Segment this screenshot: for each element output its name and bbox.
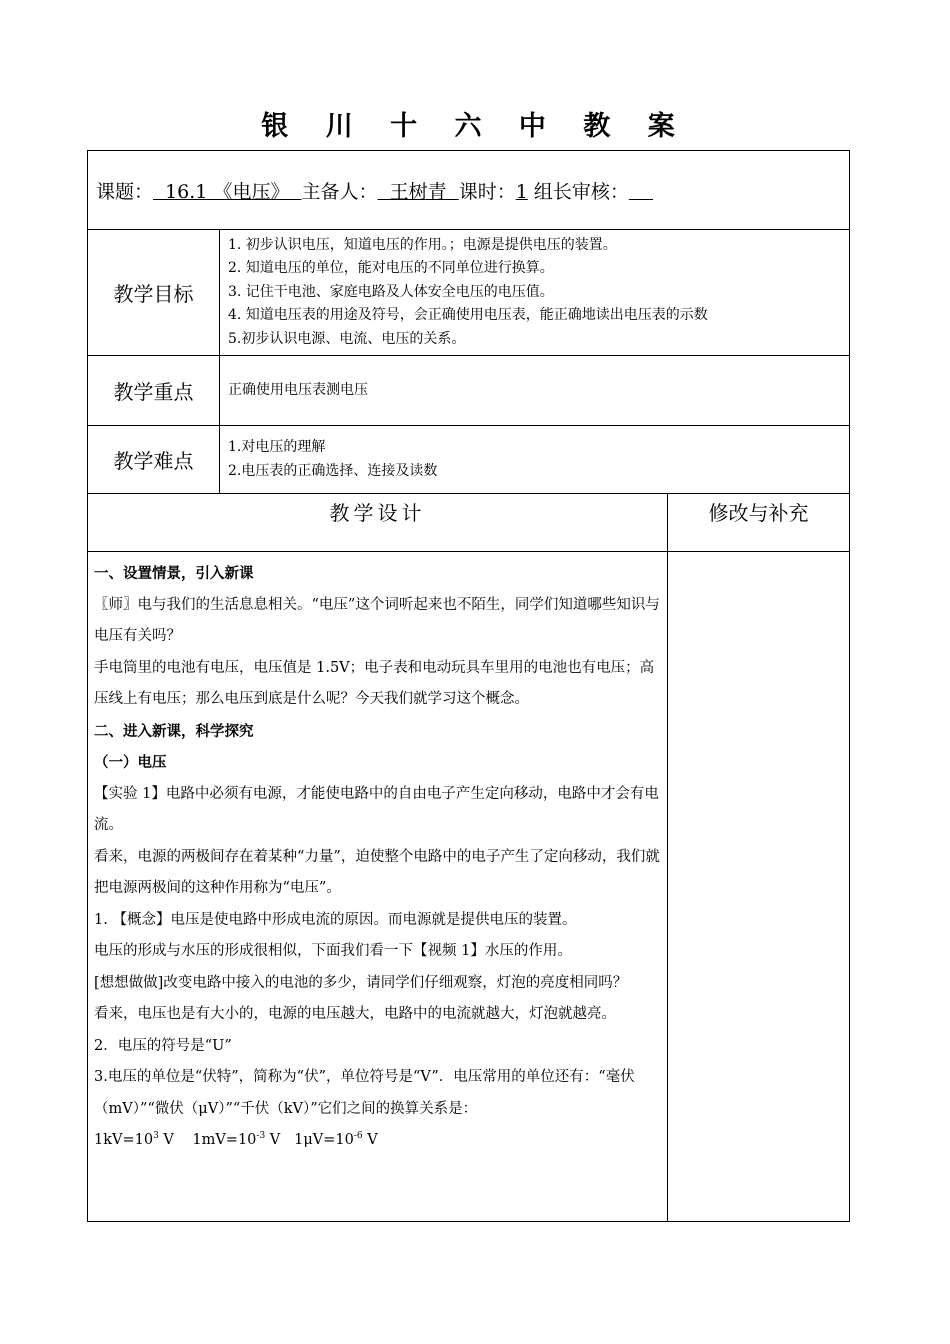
difficulties-content: [220, 426, 850, 494]
design-body: [88, 552, 668, 1222]
kv-exponent: 3: [153, 1131, 159, 1142]
section-heading: 一、设置情景，引入新课: [94, 565, 254, 582]
preparer-value: 王树青: [377, 180, 459, 203]
topic-label: 课题：: [96, 180, 154, 203]
goals-content: [220, 230, 850, 356]
mv-exponent: -3: [256, 1131, 266, 1142]
review-value: [629, 181, 653, 203]
uv-conversion: 1μV=10: [294, 1132, 354, 1148]
mv-unit: V: [265, 1132, 281, 1148]
paragraph: 看来，电源的两极间存在着某种“力量”，迫使整个电路中的电子产生了定向移动，我们就把电源两极间的这种作用称为“电压”。: [94, 848, 660, 896]
goal-item: 4. 知道电压表的用途及符号，会正确使用电压表，能正确地读出电压表的示数: [228, 307, 708, 324]
uv-unit: V: [362, 1132, 378, 1148]
unit-conversions: [94, 1125, 661, 1157]
kv-conversion: 1kV=10: [94, 1132, 154, 1148]
lesson-plan-table: [87, 150, 850, 1222]
subsection-heading: （一）电压: [94, 754, 167, 771]
paragraph: 1. 【概念】电压是使电路中形成电流的原因。而电源就是提供电压的装置。: [94, 911, 577, 928]
difficulty-item: 1.对电压的理解: [228, 439, 326, 455]
supplement-header: 修改与补充: [668, 494, 850, 552]
review-label: 组长审核：: [527, 180, 629, 203]
key-points-label: 教学重点: [88, 356, 220, 426]
preparer-label: 主备人：: [301, 180, 378, 203]
key-points-content: 正确使用电压表测电压: [220, 356, 850, 426]
goal-item: 1. 初步认识电压，知道电压的作用。；电源是提供电压的装置。: [228, 236, 617, 253]
kv-unit: V: [158, 1132, 174, 1148]
header-row: [88, 151, 850, 230]
paragraph: [想想做做]改变电路中接入的电池的多少，请同学们仔细观察，灯泡的亮度相同吗？: [94, 974, 628, 991]
paragraph: 电压的形成与水压的形成很相似，下面我们看一下【视频 1】水压的作用。: [94, 943, 572, 959]
paragraph: 【实验 1】电路中必须有电源，才能使电路中的自由电子产生定向移动，电路中才会有电流。: [94, 785, 659, 833]
paragraph: 〖师〗电与我们的生活息息相关。“电压”这个词听起来也不陌生，同学们知道哪些知识与电压有关吗？: [94, 596, 660, 644]
period-label: 课时：: [458, 180, 516, 203]
goal-item: 5.初步认识电源、电流、电压的关系。: [228, 330, 466, 347]
section-heading: 二、进入新课，科学探究: [94, 722, 254, 740]
period-value: 1: [515, 180, 528, 203]
goal-item: 3. 记住干电池、家庭电路及人体安全电压的电压值。: [228, 283, 554, 300]
difficulty-item: 2.电压表的正确选择、连接及读数: [228, 462, 438, 479]
difficulties-label: 教学难点: [88, 426, 220, 494]
paragraph: 3.电压的单位是“伏特”，简称为“伏”，单位符号是“V”．电压常用的单位还有：“毫伏（mV）”“微伏（μV）”“千伏（kV）”它们之间的换算关系是：: [94, 1069, 635, 1117]
document-title: 银 川 十 六 中 教 案: [261, 111, 689, 142]
goals-label: 教学目标: [88, 230, 220, 356]
uv-exponent: -6: [353, 1131, 363, 1142]
mv-conversion: 1mV=10: [192, 1132, 257, 1148]
supplement-column: [668, 552, 850, 1222]
paragraph: 手电筒里的电池有电压，电压值是 1.5V；电子表和电动玩具车里用的电池也有电压；高压线上有电压；那么电压到底是什么呢？今天我们就学习这个概念。: [94, 659, 655, 707]
goal-item: 2. 知道电压的单位，能对电压的不同单位进行换算。: [228, 260, 554, 277]
paragraph: 2．电压的符号是“U”: [94, 1037, 232, 1054]
design-header: 教学设计: [88, 494, 668, 552]
topic-value: 16.1 《电压》: [153, 180, 302, 203]
paragraph: 看来，电压也是有大小的，电源的电压越大，电路中的电流就越大，灯泡就越亮。: [94, 1006, 616, 1022]
